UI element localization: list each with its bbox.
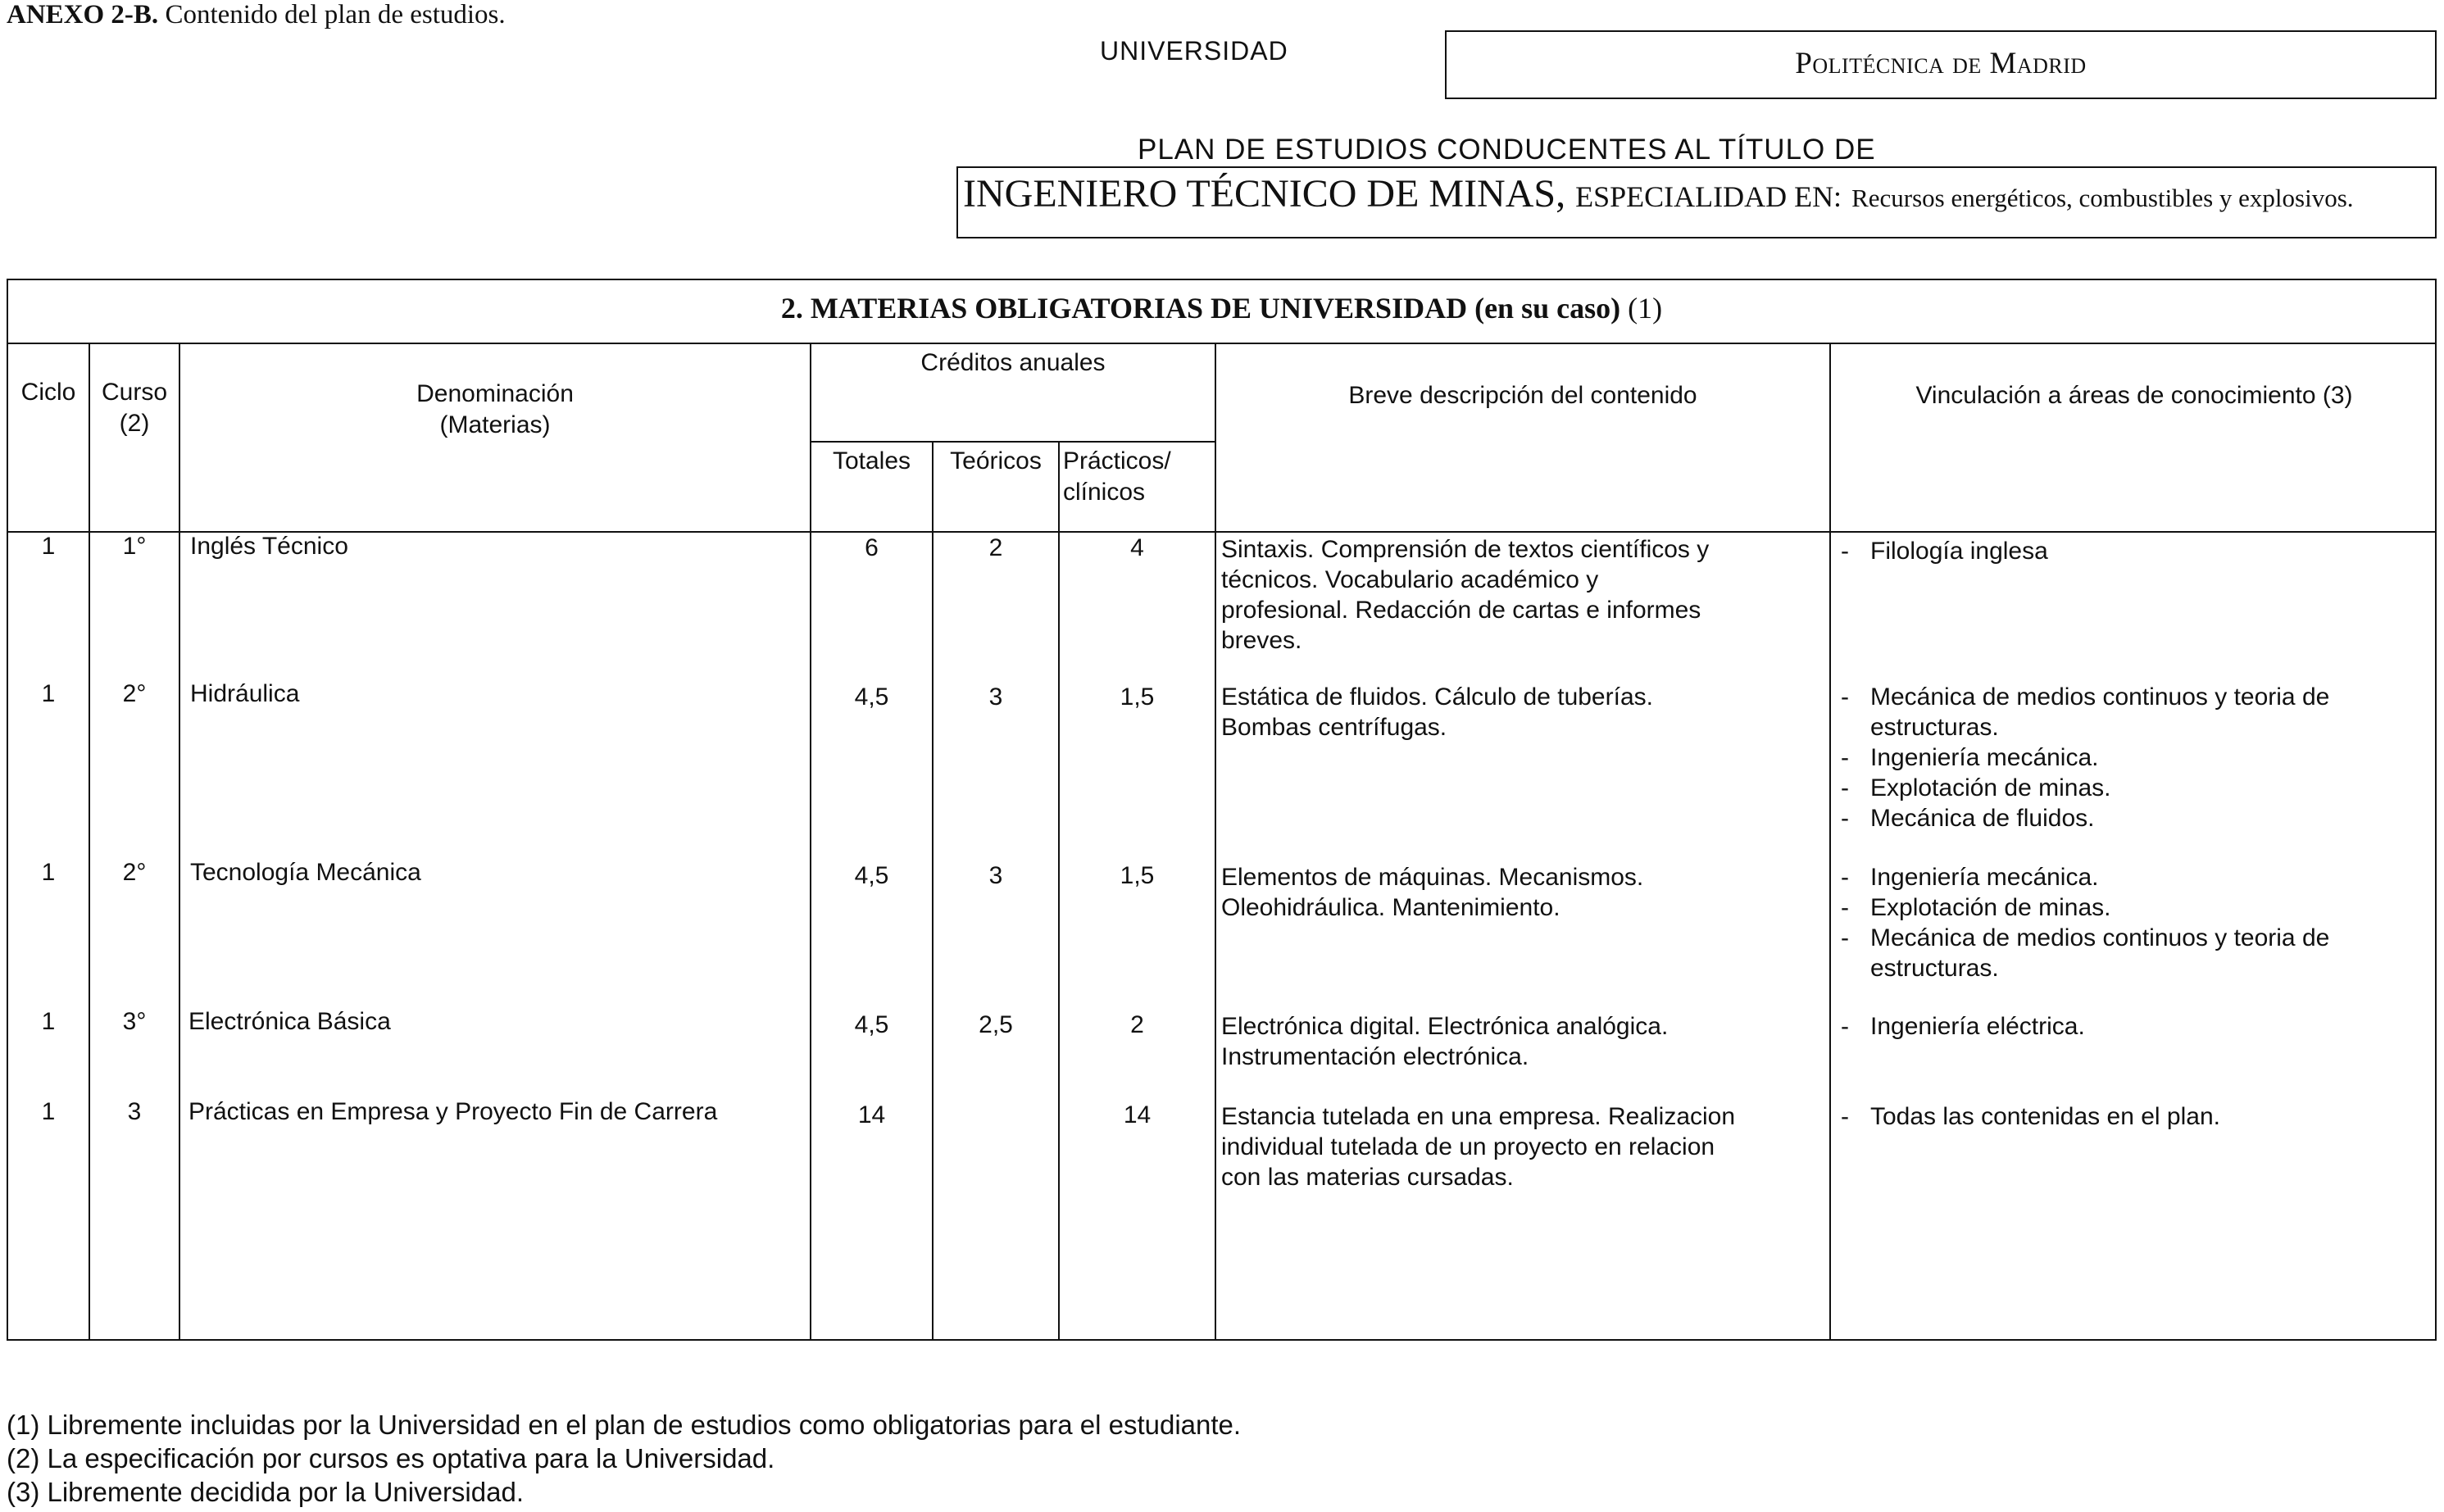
header-totales: Totales	[832, 447, 911, 474]
header-divider	[8, 531, 2435, 533]
footnote: (2) La especificación por cursos es optativa para la Universidad.	[7, 1443, 775, 1473]
table-title-text: 2. MATERIAS OBLIGATORIAS DE UNIVERSIDAD (en su caso)	[780, 292, 1621, 325]
row3-desc-line: Oleohidráulica. Mantenimiento.	[1221, 894, 1560, 921]
row4-materia: Electrónica Básica	[189, 1008, 391, 1035]
row1-desc-line: técnicos. Vocabulario académico y	[1221, 566, 1599, 593]
row4-practicos: 2	[1130, 1011, 1144, 1038]
col-divider-descripcion	[1829, 343, 1831, 1339]
area-item: - Explotación de minas.	[1841, 773, 2431, 803]
row1-practicos: 4	[1130, 534, 1144, 561]
header-creditos: Créditos anuales	[920, 349, 1106, 376]
header-curso-note: (2)	[119, 410, 150, 437]
footnotes	[7, 1408, 1241, 1509]
row3-materia: Tecnología Mecánica	[190, 859, 421, 886]
row2-ciclo: 1	[41, 680, 56, 707]
plan-label: PLAN DE ESTUDIOS CONDUCENTES AL TÍTULO DE	[1138, 134, 1876, 166]
row1-desc-line: Sintaxis. Comprensión de textos científicos y	[1221, 536, 1710, 563]
col-divider-denominacion	[810, 343, 811, 1339]
area-item: - Mecánica de medios continuos y teoria de estructuras.	[1841, 682, 2431, 742]
footnote: (1) Libremente incluidas por la Universidad en el plan de estudios como obligatorias para el estudiante.	[7, 1410, 1242, 1440]
header-denominacion	[180, 379, 810, 441]
row4-ciclo: 1	[41, 1008, 56, 1035]
row2-totales: 4,5	[854, 683, 889, 711]
row1-desc-line: breves.	[1221, 627, 1302, 654]
col-divider-creditos	[1215, 343, 1216, 1339]
col-divider-ciclo	[89, 343, 90, 1339]
degree-title: INGENIERO TÉCNICO DE MINAS,	[963, 172, 1566, 216]
row5-ciclo: 1	[41, 1098, 56, 1125]
header-curso-label: Curso	[101, 379, 168, 406]
row1-teoricos: 2	[988, 534, 1003, 561]
degree-title-line	[963, 171, 2354, 216]
row2-areas	[1841, 682, 2431, 833]
row2-desc-line: Bombas centrífugas.	[1221, 714, 1447, 741]
table-title	[8, 291, 2435, 325]
row1-totales: 6	[865, 534, 879, 561]
row3-totales: 4,5	[854, 862, 889, 889]
area-item: - Ingeniería mecánica.	[1841, 742, 2431, 773]
row2-desc-line: Estática de fluidos. Cálculo de tuberías.	[1221, 683, 1653, 711]
header-descripcion: Breve descripción del contenido	[1348, 382, 1697, 409]
footnote: (3) Libremente decidida por la Universidad.	[7, 1477, 524, 1507]
specialty-label: ESPECIALIDAD EN:	[1575, 180, 1842, 213]
row5-practicos: 14	[1123, 1101, 1152, 1128]
area-item: - Explotación de minas.	[1841, 892, 2431, 923]
header-practicos-label: Prácticos/	[1063, 447, 1171, 474]
subjects-table	[7, 279, 2437, 1341]
table-title-note: (1)	[1628, 292, 1663, 325]
row4-areas	[1841, 1011, 2431, 1042]
header-ciclo: Ciclo	[20, 379, 76, 406]
credits-divider	[810, 441, 1216, 443]
university-label: UNIVERSIDAD	[1100, 36, 1288, 66]
row4-desc-line: Instrumentación electrónica.	[1221, 1043, 1529, 1070]
row5-descripcion	[1221, 1101, 1828, 1192]
row5-curso: 3	[127, 1098, 142, 1125]
specialty-value: Recursos energéticos, combustibles y explosivos.	[1851, 184, 2354, 212]
area-item: - Todas las contenidas en el plan.	[1841, 1101, 2431, 1132]
row2-curso: 2°	[122, 680, 147, 707]
row5-desc-line: Estancia tutelada en una empresa. Realizacion	[1221, 1103, 1736, 1130]
row1-curso: 1°	[122, 533, 147, 560]
row2-materia: Hidráulica	[190, 680, 300, 707]
annex-heading	[7, 0, 506, 30]
row5-desc-line: con las materias cursadas.	[1221, 1164, 1514, 1191]
header-practicos-sub: clínicos	[1063, 479, 1146, 506]
row3-desc-line: Elementos de máquinas. Mecanismos.	[1221, 864, 1644, 891]
header-vinculacion: Vinculación a áreas de conocimiento (3)	[1915, 382, 2353, 409]
row3-practicos: 1,5	[1120, 862, 1155, 889]
row5-desc-line: individual tutelada de un proyecto en relacion	[1221, 1133, 1715, 1160]
area-item: - Filología inglesa	[1841, 536, 2431, 566]
row4-teoricos: 2,5	[979, 1011, 1013, 1038]
row5-totales: 14	[857, 1101, 886, 1128]
row4-totales: 4,5	[854, 1011, 889, 1038]
header-denominacion-label: Denominación	[416, 380, 574, 407]
area-item: - Mecánica de fluidos.	[1841, 803, 2431, 833]
row2-teoricos: 3	[988, 683, 1003, 711]
row1-materia: Inglés Técnico	[190, 533, 348, 560]
row3-descripcion	[1221, 862, 1828, 923]
row1-ciclo: 1	[41, 533, 56, 560]
university-name: Politécnica de Madrid	[1795, 47, 2087, 80]
row3-curso: 2°	[122, 859, 147, 886]
degree-title-box	[956, 166, 2437, 238]
header-denominacion-sub: (Materias)	[439, 411, 551, 438]
header-practicos	[1063, 446, 1215, 508]
row2-descripcion	[1221, 682, 1828, 742]
title-divider	[8, 343, 2435, 344]
row4-desc-line: Electrónica digital. Electrónica analógica.	[1221, 1013, 1669, 1040]
col-divider-curso	[179, 343, 180, 1339]
row3-areas	[1841, 862, 2431, 983]
row5-areas	[1841, 1101, 2431, 1132]
annex-text: Contenido del plan de estudios.	[165, 0, 506, 30]
row5-materia: Prácticas en Empresa y Proyecto Fin de Carrera	[189, 1098, 718, 1125]
area-item: - Ingeniería mecánica.	[1841, 862, 2431, 892]
row1-areas	[1841, 536, 2431, 566]
area-item: - Ingeniería eléctrica.	[1841, 1011, 2431, 1042]
row2-practicos: 1,5	[1120, 683, 1155, 711]
university-box	[1445, 30, 2437, 99]
row4-descripcion	[1221, 1011, 1828, 1072]
header-teoricos: Teóricos	[950, 447, 1042, 474]
annex-label: ANEXO 2-B.	[7, 0, 159, 30]
row1-desc-line: profesional. Redacción de cartas e informes	[1221, 597, 1701, 624]
area-item: - Mecánica de medios continuos y teoria de estructuras.	[1841, 923, 2431, 983]
row3-teoricos: 3	[988, 862, 1003, 889]
row3-ciclo: 1	[41, 859, 56, 886]
header-curso	[90, 377, 179, 439]
row1-descripcion	[1221, 534, 1828, 656]
row4-curso: 3°	[122, 1008, 147, 1035]
